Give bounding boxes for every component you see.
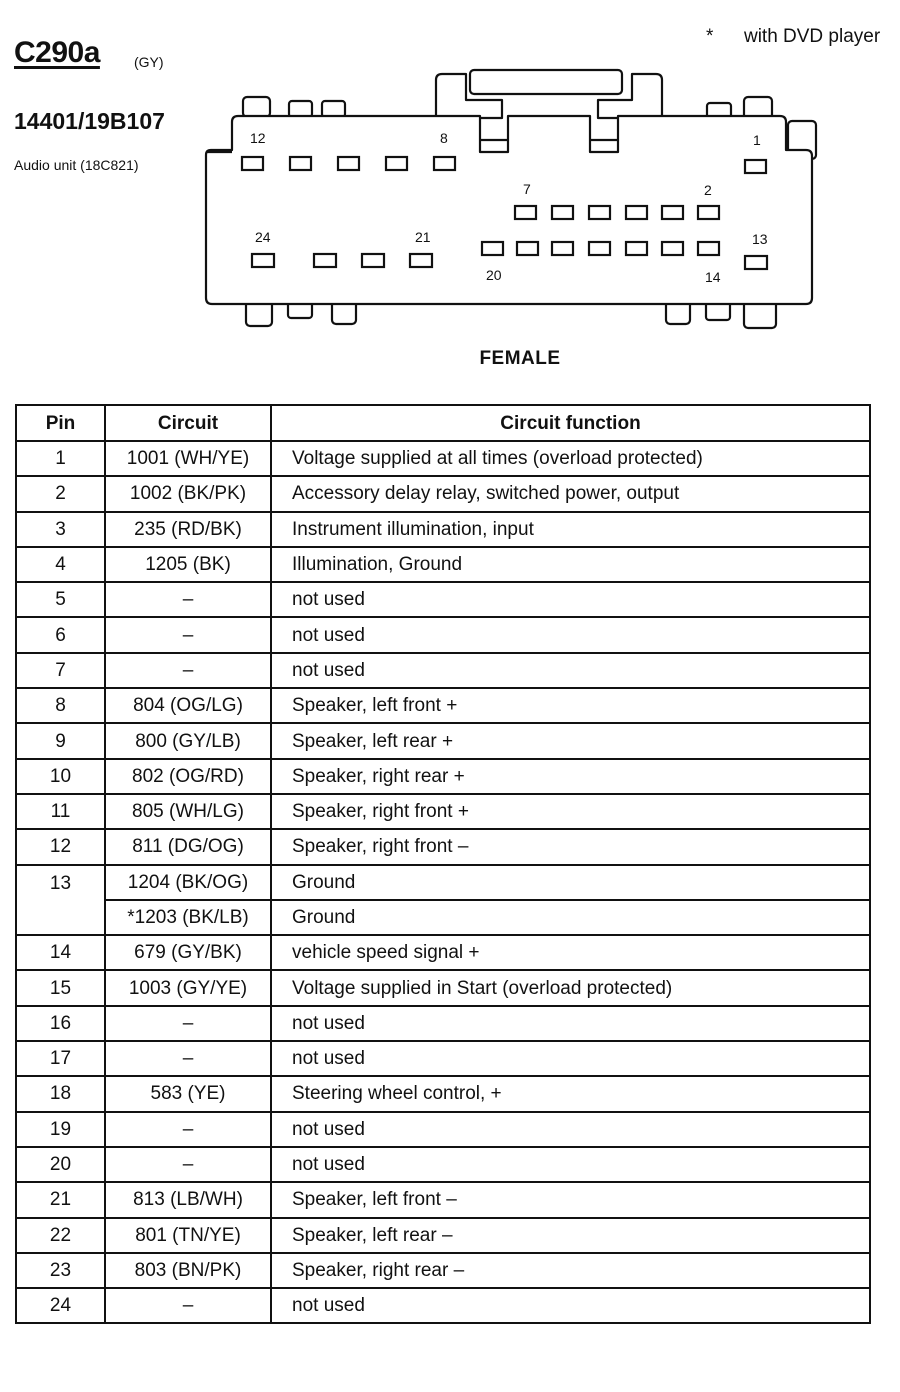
unit-description: Audio unit (18C821) [14,157,139,173]
table-row [16,653,870,688]
pin-number: 10 [16,759,105,794]
table-row [16,865,870,900]
table-row [16,1112,870,1147]
pin-label-24: 24 [255,229,271,245]
pin-number: 19 [16,1112,105,1147]
pin-cavity-10 [338,157,359,170]
table-row [16,1182,870,1217]
table-row [16,723,870,758]
table-row [16,759,870,794]
pin-label-12: 12 [250,130,266,146]
pin-cavity-22 [362,254,384,267]
pin-label-20: 20 [486,267,502,283]
footnote-mark: * [706,26,714,47]
pin-number: 3 [16,512,105,547]
table-row [16,1288,870,1323]
pin-cavity-24 [252,254,274,267]
pin-cavity-20 [482,242,503,255]
table-row [16,476,870,511]
circuit-function: Speaker, left rear + [271,723,870,758]
pin-number: 16 [16,1006,105,1041]
circuit-code: 801 (TN/YE) [105,1218,271,1253]
circuit-code: – [105,1288,271,1323]
table-row [16,547,870,582]
pin-number: 7 [16,653,105,688]
circuit-function: Speaker, left front + [271,688,870,723]
pin-label-8: 8 [440,130,448,146]
connector-gender: FEMALE [479,348,561,369]
pin-cavity-14 [698,242,719,255]
circuit-code: – [105,582,271,617]
pin-table [15,404,871,1324]
connector-color: (GY) [134,54,164,70]
table-row [16,935,870,970]
connector-diagram [0,0,900,400]
pin-number: 17 [16,1041,105,1076]
pin-number: 8 [16,688,105,723]
circuit-function: Speaker, left rear – [271,1218,870,1253]
pin-cavity-7 [515,206,536,219]
pin-label-21: 21 [415,229,431,245]
circuit-function: not used [271,1006,870,1041]
circuit-code: 803 (BN/PK) [105,1253,271,1288]
connector-housing [206,116,812,304]
circuit-function: not used [271,1112,870,1147]
pin-number: 4 [16,547,105,582]
circuit-code: *1203 (BK/LB) [105,900,271,935]
circuit-code: – [105,653,271,688]
table-row [16,1076,870,1111]
circuit-function: Instrument illumination, input [271,512,870,547]
pin-cavity-5 [589,206,610,219]
footnote-text: with DVD player [743,26,881,47]
pin-cavity-23 [314,254,336,267]
pin-cavity-18 [552,242,573,255]
circuit-code: 805 (WH/LG) [105,794,271,829]
pin-label-7: 7 [523,181,531,197]
circuit-code: 583 (YE) [105,1076,271,1111]
circuit-function: not used [271,1147,870,1182]
circuit-code: 235 (RD/BK) [105,512,271,547]
pin-cavity-19 [517,242,538,255]
pin-number: 12 [16,829,105,864]
pin-cavity-2 [698,206,719,219]
pin-cavity-12 [242,157,263,170]
circuit-function: Accessory delay relay, switched power, output [271,476,870,511]
pin-number: 18 [16,1076,105,1111]
header-circuit: Circuit [105,405,271,441]
pin-cavity-15 [662,242,683,255]
table-row [16,582,870,617]
table-row [16,970,870,1005]
circuit-function: Ground [271,900,870,935]
pin-number: 1 [16,441,105,476]
circuit-function: not used [271,1288,870,1323]
circuit-function: Speaker, left front – [271,1182,870,1217]
pin-number: 2 [16,476,105,511]
circuit-function: Speaker, right front + [271,794,870,829]
pin-cavity-16 [626,242,647,255]
housing-tab [289,101,312,117]
circuit-code: 800 (GY/LB) [105,723,271,758]
pin-number: 23 [16,1253,105,1288]
table-row [16,1041,870,1076]
circuit-function: Steering wheel control, + [271,1076,870,1111]
table-row [16,794,870,829]
housing-tab [322,101,345,117]
circuit-code: – [105,1147,271,1182]
pin-cavity-11 [290,157,311,170]
table-header-row [16,405,870,441]
circuit-code: 811 (DG/OG) [105,829,271,864]
circuit-function: not used [271,582,870,617]
pin-cavity-4 [626,206,647,219]
lock-tab [470,70,622,94]
pin-number: 20 [16,1147,105,1182]
table-row [16,441,870,476]
circuit-code: 1001 (WH/YE) [105,441,271,476]
table-row [16,1253,870,1288]
pin-number: 22 [16,1218,105,1253]
pin-cavity-3 [662,206,683,219]
pin-number: 21 [16,1182,105,1217]
circuit-function: not used [271,653,870,688]
circuit-code: 802 (OG/RD) [105,759,271,794]
housing-tab [243,97,270,117]
circuit-function: Voltage supplied at all times (overload protected) [271,441,870,476]
connector-id: C290a [14,36,100,69]
table-row [16,1147,870,1182]
circuit-function: vehicle speed signal + [271,935,870,970]
pin-label-13: 13 [752,231,768,247]
pin-label-2: 2 [704,182,712,198]
table-row [16,829,870,864]
pin-cavity-9 [386,157,407,170]
circuit-code: – [105,1112,271,1147]
pin-cavity-21 [410,254,432,267]
circuit-function: Voltage supplied in Start (overload protected) [271,970,870,1005]
pin-number: 6 [16,617,105,652]
pin-label-1: 1 [753,132,761,148]
pin-cavity-8 [434,157,455,170]
pin-number: 24 [16,1288,105,1323]
table-row [16,1218,870,1253]
circuit-code: 1002 (BK/PK) [105,476,271,511]
pin-cavity-1 [745,160,766,173]
circuit-code: 1003 (GY/YE) [105,970,271,1005]
pin-label-14: 14 [705,269,721,285]
pin-number: 5 [16,582,105,617]
pin-cavity-13 [745,256,767,269]
pin-number: 11 [16,794,105,829]
part-number: 14401/19B107 [14,108,165,134]
circuit-code: – [105,1041,271,1076]
circuit-function: Ground [271,865,870,900]
table-row [16,1006,870,1041]
pin-number: 13 [16,865,105,936]
circuit-code: 1205 (BK) [105,547,271,582]
pin-cavity-6 [552,206,573,219]
circuit-function: Speaker, right rear – [271,1253,870,1288]
header-function: Circuit function [271,405,870,441]
pin-number: 14 [16,935,105,970]
circuit-function: Speaker, right rear + [271,759,870,794]
pin-number: 15 [16,970,105,1005]
circuit-code: 813 (LB/WH) [105,1182,271,1217]
circuit-function: not used [271,617,870,652]
circuit-function: not used [271,1041,870,1076]
circuit-code: 1204 (BK/OG) [105,865,271,900]
circuit-function: Illumination, Ground [271,547,870,582]
table-row [16,617,870,652]
pin-number: 9 [16,723,105,758]
header-pin: Pin [16,405,105,441]
table-row [16,512,870,547]
circuit-function: Speaker, right front – [271,829,870,864]
circuit-code: – [105,1006,271,1041]
table-row [16,900,870,935]
circuit-code: – [105,617,271,652]
pin-cavity-17 [589,242,610,255]
circuit-code: 804 (OG/LG) [105,688,271,723]
table-row [16,688,870,723]
circuit-code: 679 (GY/BK) [105,935,271,970]
